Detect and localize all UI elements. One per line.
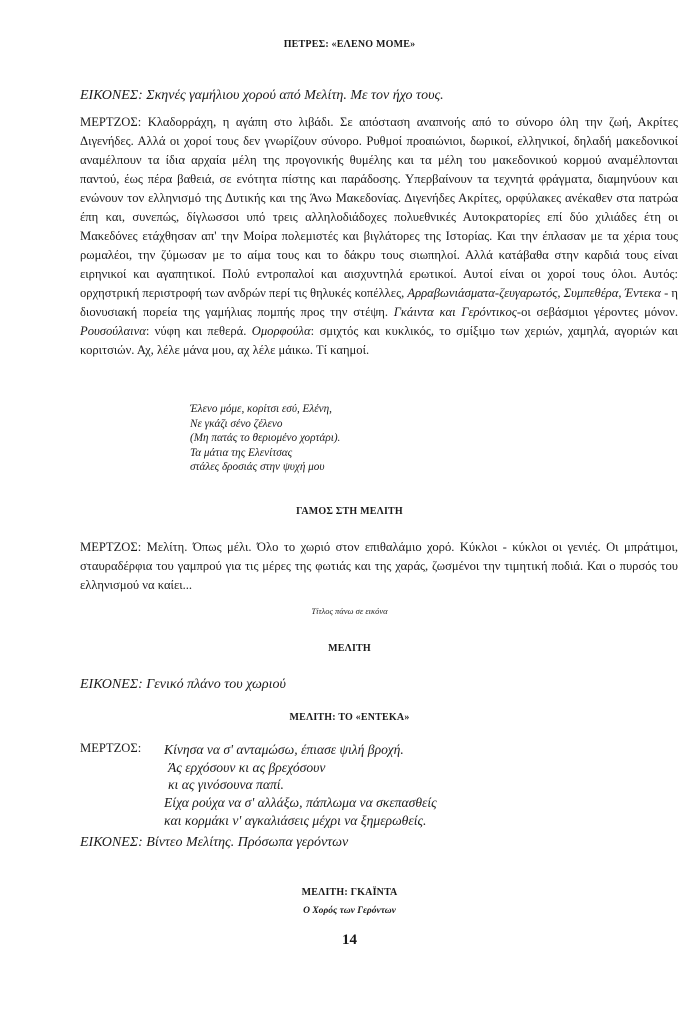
images-label: ΕΙΚΟΝΕΣ:: [80, 835, 143, 850]
poem-line: Νε γκάζι σένο ζέλενο: [190, 417, 283, 430]
section-heading-entheka: ΜΕΛΙΤΗ: ΤΟ «ΕΝΤΕΚΑ»: [289, 712, 410, 723]
verse-line: και κορμάκι ν' αγκαλιάσεις μέχρι να ξημερωθείς.: [164, 812, 427, 828]
images-label: ΕΙΚΟΝΕΣ:: [80, 677, 143, 692]
images-text: Σκηνές γαμήλιου χορού από Μελίτη. Με τον ήχο τους.: [146, 88, 444, 103]
paragraph-text: : σμιχτός και κυκλικός, το σμίξιμο των χεριών, χαμηλά, αγοριών και κοριτσιών. Αχ, λέλε μάνα μου, αχ λέλε μάικω. Τί καημοί.: [80, 324, 678, 357]
page-number: 14: [342, 932, 357, 948]
poem-line: Τα μάτια της Ελενίτσας: [190, 446, 293, 459]
dance-name-4: Ομορφούλα: [251, 324, 311, 338]
speaker-label: ΜΕΡΤΖΟΣ:: [80, 741, 142, 755]
caption-title-over-image: Τίτλος πάνω σε εικόνα: [311, 606, 388, 616]
poem-line: (Μη πατάς το θεριομένο χορτάρι).: [190, 432, 341, 444]
images-text: Γενικό πλάνο του χωριού: [146, 677, 286, 692]
poem-line: Έλενο μόμε, κορίτσι εσύ, Ελένη,: [190, 403, 332, 415]
mertzos-paragraph-2: [80, 538, 678, 595]
paragraph-text: Μελίτη. Όπως μέλι. Όλο το χωριό στον επιθαλάμιο χορό. Κύκλοι - κύκλοι οι γενιές. Οι μπράτιμοι, σταυραδέρφια του γαμπρού για τις μέρες της φωτιάς και της χαράς, ζωσμένοι την τιμητική ποδιά. Και ο πυρσός του ελληνισμού να καίει...: [80, 540, 678, 592]
section-heading-gkainta: ΜΕΛΙΤΗ: ΓΚΑΪΝΤΑ: [301, 887, 398, 898]
paragraph-text: - η διονυσιακή πορεία της γαμήλιας πομπής προς την στέψη.: [80, 286, 679, 319]
header-title: ΠΕΤΡΕΣ: «ΕΛΕΝΟ ΜΟΜΕ»: [283, 39, 416, 50]
paragraph-text: Κλαδορράχη, η αγάπη στο λιβάδι. Σε απόσταση αναπνοής από το σύνορο όλη την ζωή, Ακρίτες Διγενήδες. Αλλά οι χοροί τους δεν γνωρίζουν σύνορο. Ρυθμοί προαιώνιοι, δωρικοί, ελληνικοί, δηλαδή μακεδονικοί αναμέλπουν τα ίδια αρχαία μέλη της προγονικής θυμέλης και τα μέλη του μακεδονικού κορμού αναμέλπονται παντού, έως πέρα βαθειά, σε ενότητα πίστης και παράδοσης. Υπερβαίνουν τα τεχνητά φράγματα, διαμηνύουν και ενώνουν τον ελληνισμό της Δυτικής και της Άνω Μακεδονίας. Διγενήδες Ακρίτες, ορφύλακες ανέκαθεν στα πατρώα έπη και, συνεπώς, δίγλωσσοι υπό τρεις αλληλοδιάδοχες πολυεθνικές Αυτοκρατορίες επί δύο χιλιάδες έτη οι Μακεδόνες ετάχθησαν απ' την Μοίρα πολεμιστές και βιγλάτορες της Ιστορίας. Και την έπλασαν με τα χέρια τους ρωμαλέοι, την ζύμωσαν με το αίμα τους και το δάκρυ τους σιωπηλοί. Αλλά κατάβαθα στην καρδιά τους είναι ειρηνικοί και αγαπητικοί. Πολύ εντροπαλοί και αισχυντηλά ερωτικοί. Αυτοί είναι οι χοροί τους όλοι. Αυτός: ορχηστρική περιστροφή των ανδρών περί τις θηλυκές κοπέλλες,: [80, 115, 678, 300]
verse-line: Κίνησα να σ' ανταμώσω, έπιασε ψιλή βροχή.: [164, 742, 404, 757]
mertzos-paragraph-1: [80, 113, 678, 360]
dance-name-3: Ρουσούλαινα: [80, 324, 146, 338]
speaker-label: ΜΕΡΤΖΟΣ:: [80, 540, 142, 554]
paragraph-text: : νύφη και πεθερά.: [145, 324, 252, 338]
poem-block: [190, 402, 340, 475]
images-label: ΕΙΚΟΝΕΣ:: [80, 88, 143, 103]
verse-line: Άς ερχόσουν κι ας βρεχόσουν: [168, 759, 326, 775]
verse-line: Είχα ρούχα να σ' αλλάξω, πάπλωμα να σκεπασθείς: [164, 795, 437, 811]
section-subtitle-gkainta: Ο Χορός των Γερόντων: [303, 906, 396, 916]
dance-names-2: Γκάιντα και Γερόντικος: [393, 305, 517, 319]
speaker-label: ΜΕΡΤΖΟΣ:: [80, 115, 142, 129]
verse-line: κι ας γινόσουνα παπί.: [168, 777, 284, 793]
dance-names-1: Αρραβωνιάσματα-ζευγαρωτός, Συμπεθέρα, Έντεκα: [407, 286, 661, 300]
section-heading-wedding: ΓΑΜΟΣ ΣΤΗ ΜΕΛΙΤΗ: [296, 506, 403, 517]
verse-lines: [164, 741, 437, 830]
paragraph-text: -οι σεβάσμιοι γέροντες μόνον.: [516, 305, 678, 319]
poem-line: στάλες δροσιάς στην ψυχή μου: [190, 461, 325, 473]
images-note-3: [80, 835, 680, 851]
section-heading-meliti: ΜΕΛΙΤΗ: [328, 643, 371, 654]
images-text: Βίντεο Μελίτης. Πρόσωπα γερόντων: [146, 835, 349, 850]
images-note-1: [80, 88, 680, 104]
images-note-2: [80, 677, 680, 693]
